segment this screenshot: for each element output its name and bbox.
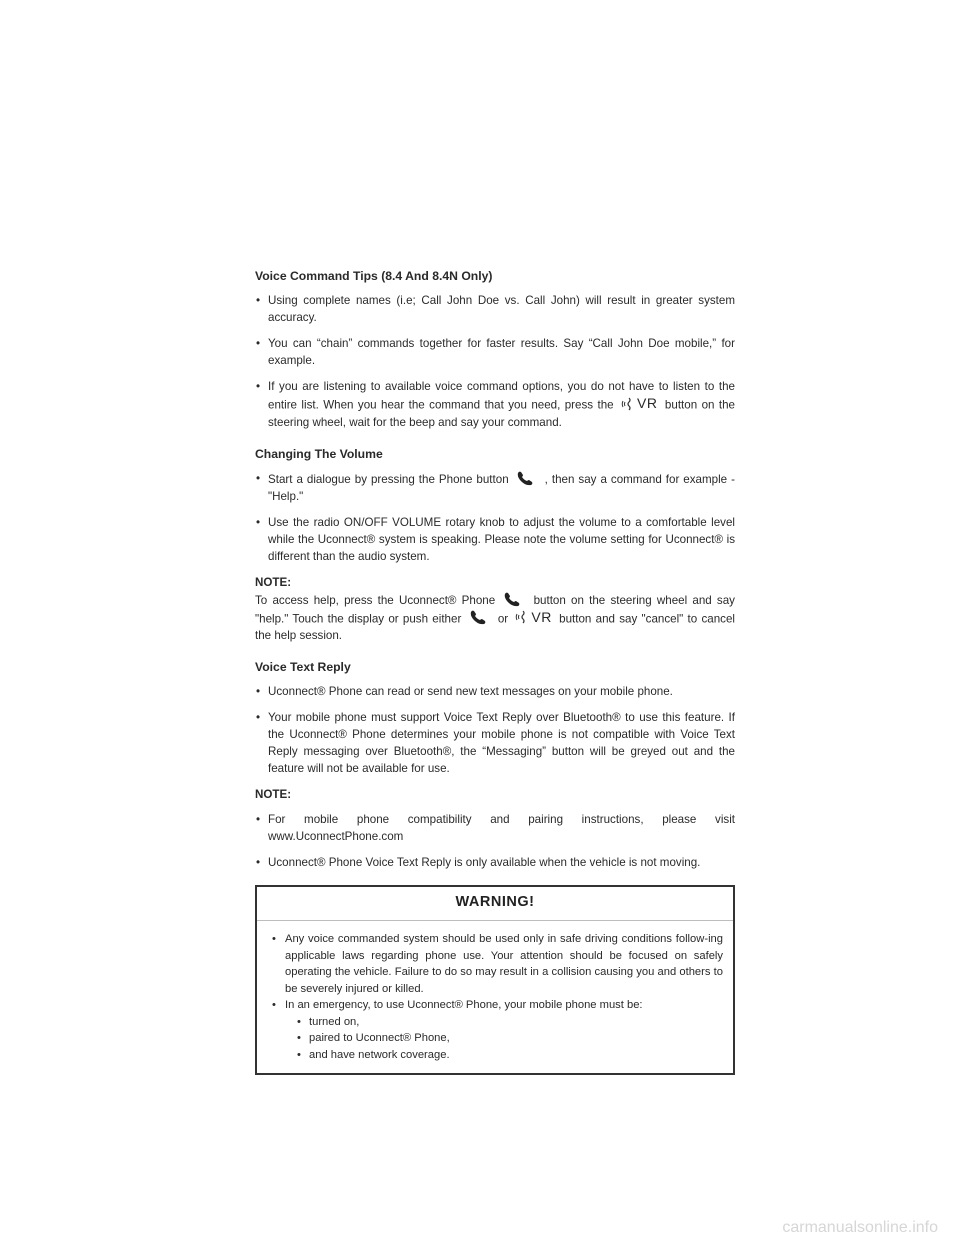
note-text-part: or xyxy=(497,612,509,625)
list-item: • Uconnect® Phone Voice Text Reply is only available when the vehicle is not moving. xyxy=(255,854,735,871)
note-text xyxy=(255,591,735,645)
list-item-text: button on the steering wheel, wait for the beep and say your command. xyxy=(268,398,735,429)
vr-label: VR xyxy=(637,395,658,411)
list-item: • Using complete names (i.e; Call John Doe vs. Call John) will result in greater system accuracy. xyxy=(255,292,735,326)
list-item: • and have network coverage. xyxy=(297,1047,723,1064)
note-text-part: To access help, press the Uconnect® Phone xyxy=(255,593,496,607)
list-item: • Uconnect® Phone can read or send new text messages on your mobile phone. xyxy=(255,683,735,700)
warning-body xyxy=(257,921,733,1073)
list-item xyxy=(255,470,735,505)
page-content xyxy=(255,268,735,1075)
warning-title: WARNING! xyxy=(257,887,733,921)
note-label: NOTE: xyxy=(255,575,292,589)
list-item: • You can “chain” commands together for faster results. Say “Call John Doe mobile,” for example. xyxy=(255,335,735,369)
note-list xyxy=(255,811,735,871)
vr-label: VR xyxy=(531,608,552,625)
list-item: • paired to Uconnect® Phone, xyxy=(297,1030,723,1047)
list-item: • Any voice commanded system should be used only in safe driving conditions follow-ing applicable laws regarding phone use. Your attention should be focused on safely operating the vehicle. Failure to do so may result in a collision causing you and others to be severely injured or killed. xyxy=(271,931,723,997)
list-item xyxy=(255,378,735,431)
phone-handset-icon xyxy=(503,591,525,607)
list-item: • turned on, xyxy=(297,1014,723,1031)
note-label: NOTE: xyxy=(255,788,292,801)
phone-handset-icon xyxy=(469,609,491,625)
list-item: • For mobile phone compatibility and pairing instructions, please visit www.UconnectPhone.com xyxy=(255,811,735,845)
voice-recognition-icon xyxy=(621,395,657,412)
note-text-part: button on the steering wheel and say "help." Touch the display or push either xyxy=(255,593,735,625)
note-text-part: button and say "cancel" to cancel the help session. xyxy=(255,612,735,642)
warning-box xyxy=(255,885,735,1075)
warning-list xyxy=(271,931,723,1063)
list-item-text: If you are listening to available voice command options, you do not have to listen to the entire list. When you hear the command that you need, press the xyxy=(268,380,735,412)
section-title-voice-command-tips: Voice Command Tips (8.4 And 8.4N Only) xyxy=(255,269,493,283)
list-item-text: In an emergency, to use Uconnect® Phone, your mobile phone must be: xyxy=(285,999,643,1011)
list-item-text: , then say a command for example - "Help." xyxy=(268,472,735,503)
footer-watermark: carmanualsonline.info xyxy=(782,1219,938,1236)
section-title-voice-text-reply: Voice Text Reply xyxy=(255,660,351,674)
voice-tips-list xyxy=(255,292,735,431)
list-item: • Use the radio ON/OFF VOLUME rotary knob to adjust the volume to a comfortable level while the Uconnect® system is speaking. Please note the volume setting for Uconnect® is different than the audio system. xyxy=(255,514,735,565)
phone-handset-icon xyxy=(516,470,538,486)
section-title-changing-volume: Changing The Volume xyxy=(255,446,383,461)
voice-recognition-icon xyxy=(515,609,551,626)
warning-sublist xyxy=(285,1014,723,1064)
list-item-text: Start a dialogue by pressing the Phone button xyxy=(268,472,509,486)
volume-list xyxy=(255,470,735,565)
list-item: • Your mobile phone must support Voice Text Reply over Bluetooth® to use this feature. If the Uconnect® Phone determines your mobile phone is not compatible with Voice Text Reply messaging over Bluetooth®, the “Messaging” button will be greyed out and the feature will not be available for use. xyxy=(255,709,735,777)
text-reply-list xyxy=(255,683,735,777)
list-item xyxy=(271,997,723,1063)
